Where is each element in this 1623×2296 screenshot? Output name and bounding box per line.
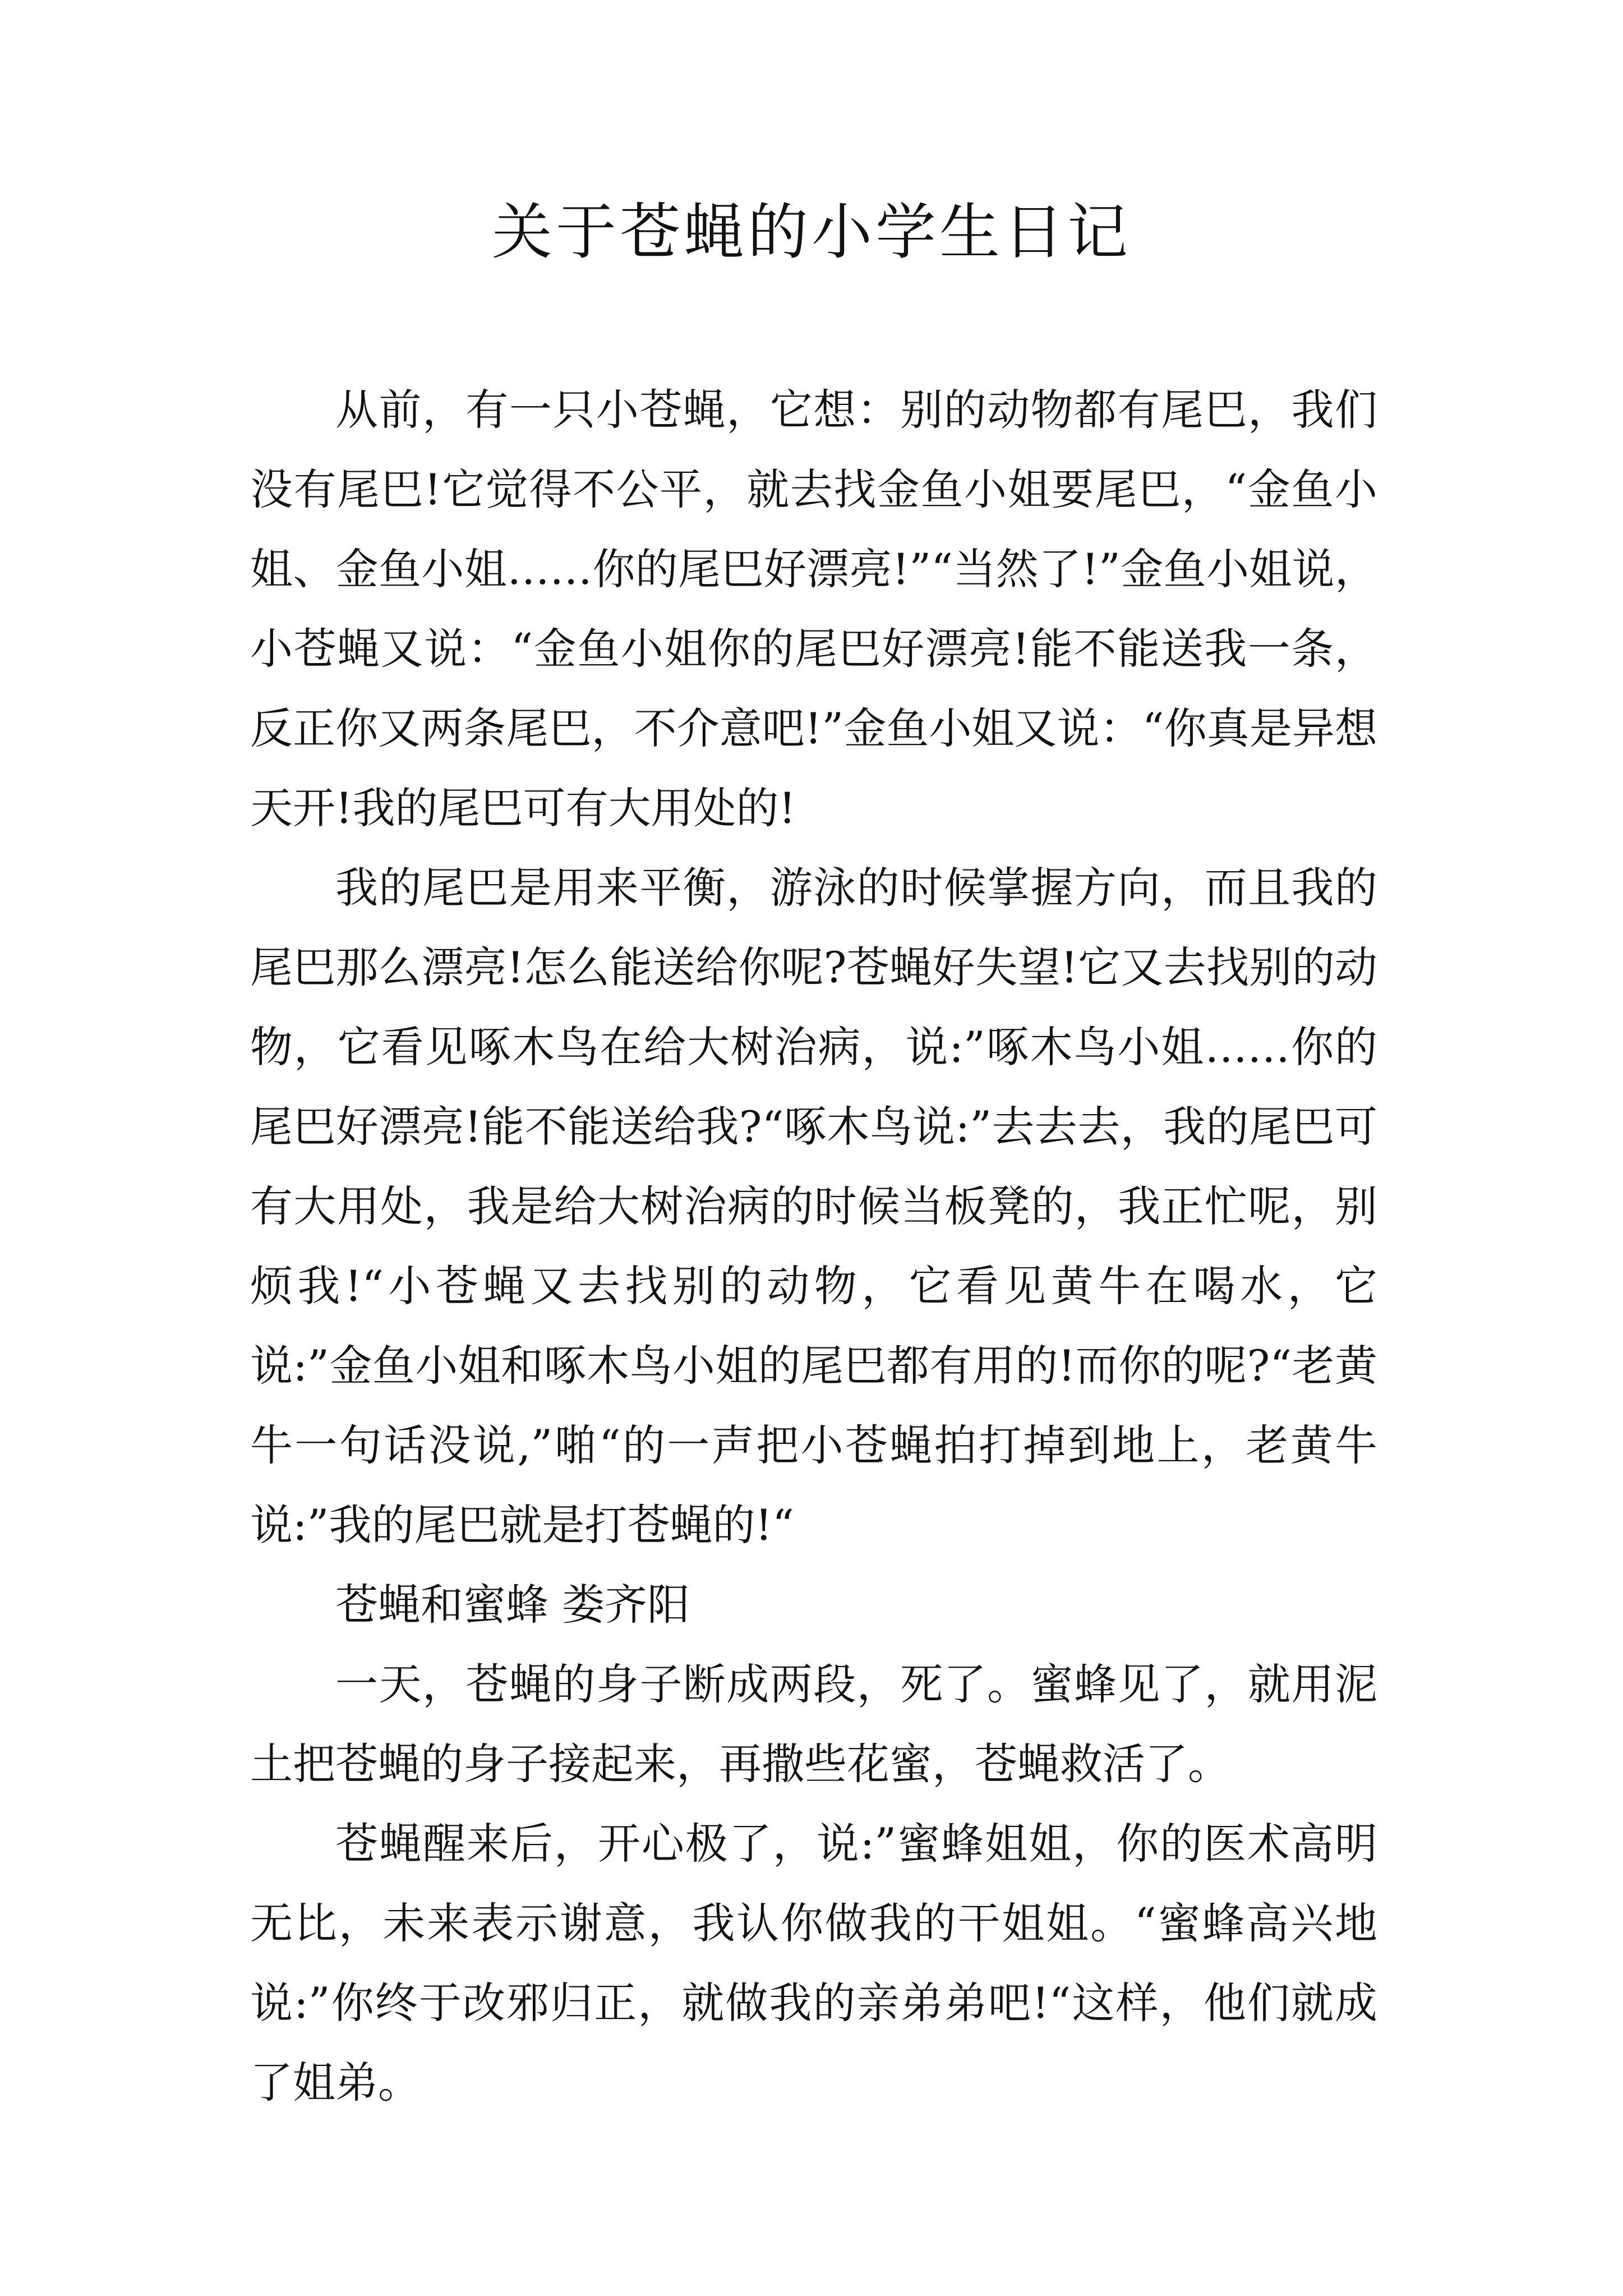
paragraph: 从前，有一只小苍蝇，它想：别的动物都有尾巴，我们没有尾巴!它觉得不公平，就去找金鱼小姐要尾巴，“金鱼小姐、金鱼小姐……你的尾巴好漂亮!”“当然了!”金鱼小姐说，小苍蝇又说：“金鱼小姐你的尾巴好漂亮!能不能送我一条，反正你又两条尾巴，不介意吧!”金鱼小姐又说：“你真是异想天开!我的尾巴可有大用处的!: [250, 385, 1377, 833]
document-title: 关于苍蝇的小学生日记: [491, 197, 1131, 268]
paragraph: 一天，苍蝇的身子断成两段，死了。蜜蜂见了，就用泥土把苍蝇的身子接起来，再撒些花蜜，苍蝇救活了。: [250, 1659, 1377, 1789]
document-body: [250, 370, 1377, 2123]
paragraph: 我的尾巴是用来平衡，游泳的时候掌握方向，而且我的尾巴那么漂亮!怎么能送给你呢?苍蝇好失望!它又去找别的动物，它看见啄木鸟在给大树治病，说:”啄木鸟小姐……你的尾巴好漂亮!能不能送给我?“啄木鸟说:”去去去，我的尾巴可有大用处，我是给大树治病的时候当板凳的，我正忙呢，别烦我!“小苍蝇又去找别的动物，它看见黄牛在喝水，它说:”金鱼小姐和啄木鸟小姐的尾巴都有用的!而你的呢?“老黄牛一句话没说,”啪“的一声把小苍蝇拍打掉到地上，老黄牛说:”我的尾巴就是打苍蝇的!“: [250, 863, 1377, 1550]
paragraph: 苍蝇醒来后，开心极了，说:”蜜蜂姐姐，你的医术高明无比，未来表示谢意，我认你做我的干姐姐。“蜜蜂高兴地说:”你终于改邪归正，就做我的亲弟弟吧!“这样，他们就成了姐弟。: [250, 1819, 1377, 2108]
section-heading: 苍蝇和蜜蜂 娄齐阳: [335, 1580, 690, 1630]
